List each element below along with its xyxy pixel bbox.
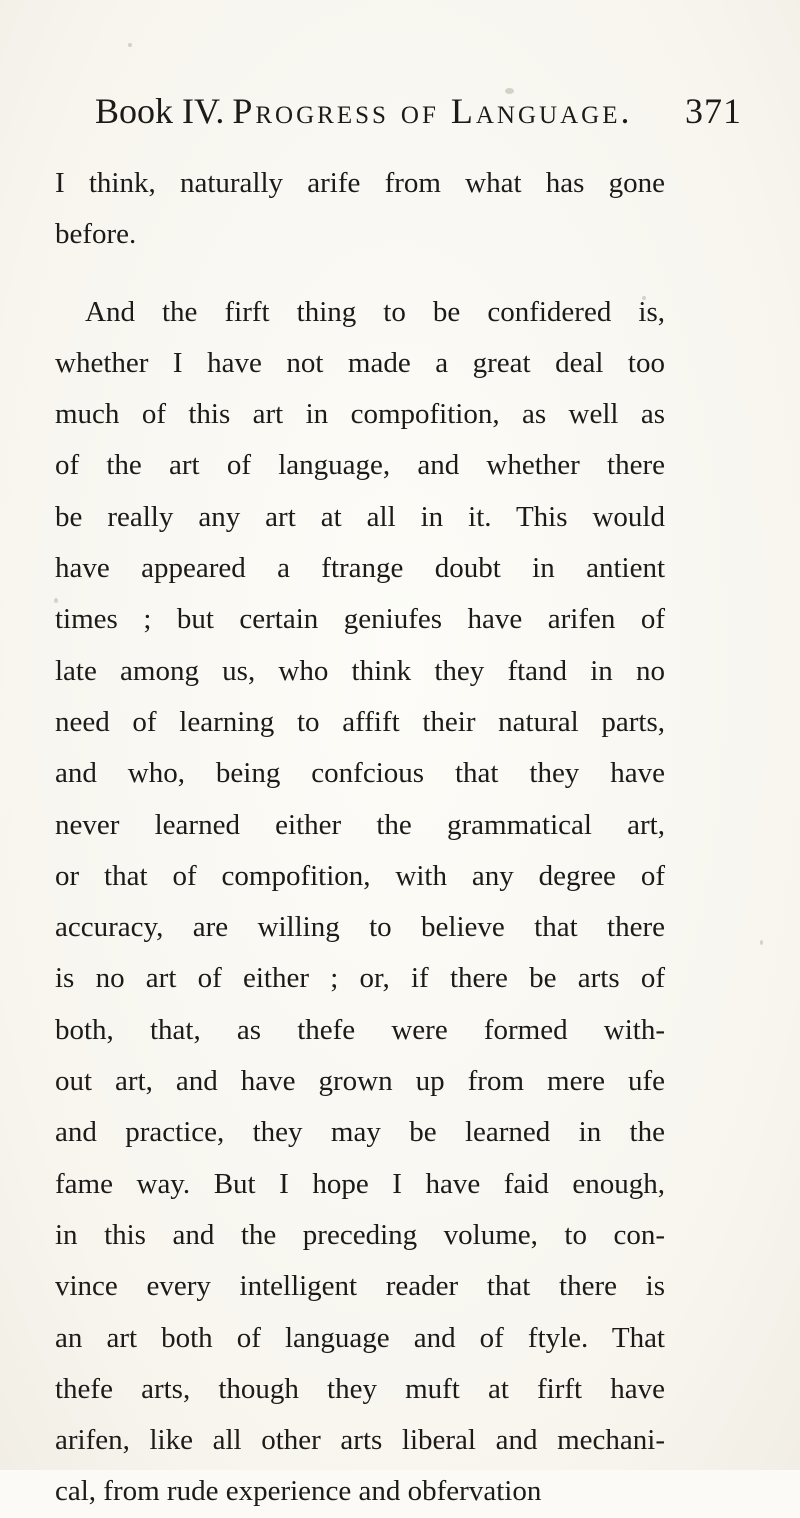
- text-line: need of learning to affift their natural parts,: [55, 705, 665, 738]
- body-text: [55, 158, 665, 1518]
- text-line: vince every intelligent reader that there is: [55, 1270, 665, 1303]
- text-line: of the art of language, and whether there: [55, 449, 665, 482]
- text-line: late among us, who think they ftand in no: [55, 654, 665, 687]
- text-line: both, that, as thefe were formed with-: [55, 1013, 665, 1046]
- paper-speck: [128, 43, 132, 47]
- text-line: never learned either the grammatical art,: [55, 808, 665, 841]
- chapter-title: Progress of Language.: [232, 91, 633, 131]
- text-line: times ; but certain geniufes have arifen of: [55, 603, 665, 636]
- text-line: before.: [55, 218, 137, 251]
- text-line: out art, and have grown up from mere ufe: [55, 1065, 665, 1098]
- text-line: I think, naturally arife from what has gone: [55, 167, 665, 199]
- text-line: and who, being confcious that they have: [55, 757, 665, 790]
- text-line: accuracy, are willing to believe that there: [55, 911, 665, 944]
- text-line: have appeared a ftrange doubt in antient: [55, 552, 665, 585]
- book-label: Book IV.: [95, 91, 225, 131]
- paper-speck: [760, 940, 763, 945]
- text-line: whether I have not made a great deal too: [55, 346, 665, 379]
- text-line: much of this art in compofition, as well as: [55, 398, 665, 431]
- text-line: is no art of either ; or, if there be arts of: [55, 962, 665, 995]
- paragraph: [55, 287, 665, 1518]
- text-line: in this and the preceding volume, to con-: [55, 1218, 665, 1251]
- text-line: fame way. But I hope I have faid enough,: [55, 1167, 665, 1200]
- paragraph-continued: [55, 158, 665, 261]
- text-line: thefe arts, though they muft at firft have: [55, 1372, 665, 1405]
- text-line: arifen, like all other arts liberal and mechani-: [55, 1424, 665, 1457]
- running-head: [95, 86, 750, 136]
- text-line: And the firft thing to be confidered is,: [85, 295, 665, 328]
- text-line: or that of compofition, with any degree of: [55, 859, 665, 892]
- text-line: cal, from rude experience and obfervation: [55, 1475, 542, 1508]
- text-line: an art both of language and of ftyle. That: [55, 1321, 665, 1354]
- page-number: 371: [685, 91, 742, 131]
- text-line: and practice, they may be learned in the: [55, 1116, 665, 1149]
- text-line: be really any art at all in it. This would: [55, 500, 665, 533]
